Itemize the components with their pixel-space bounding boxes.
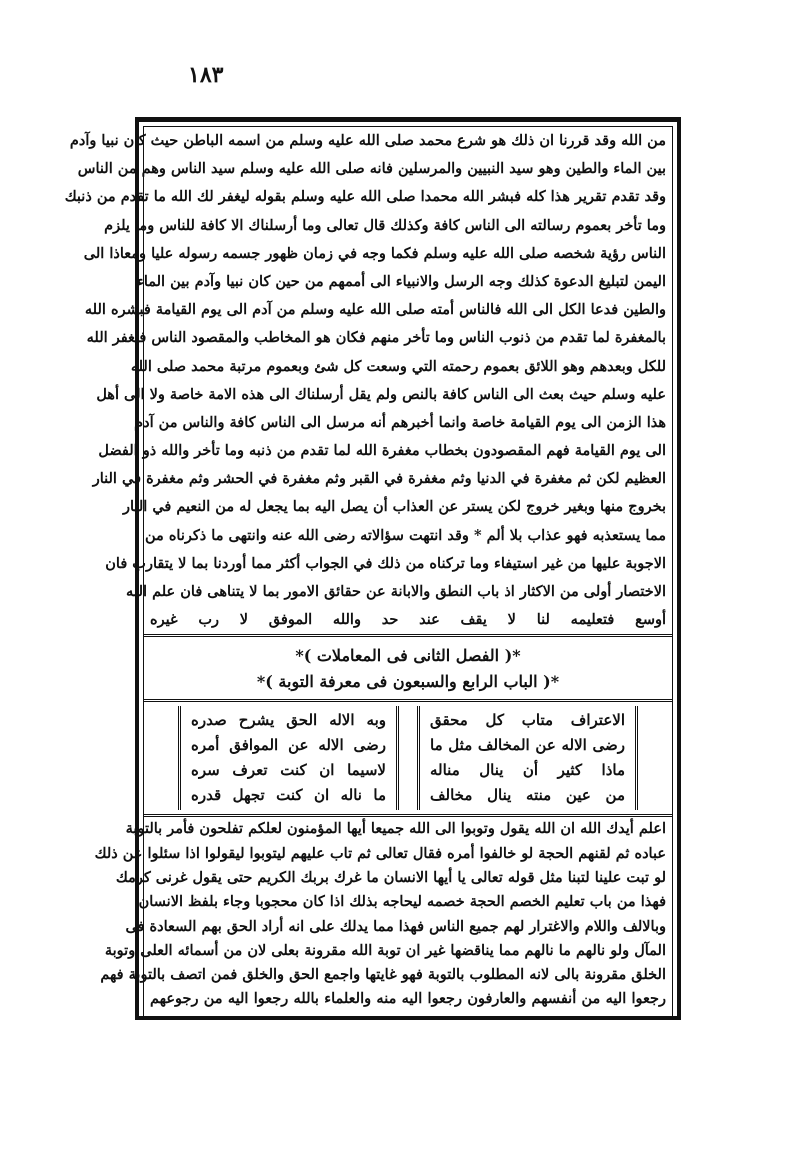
text-line: عباده ثم لقنهم الحجة لو خالفوا أمره فقال تعالى ثم تاب عليهم ليتوبوا ليقولوا اذا سئلوا عن ذلك [94,844,666,862]
text-line: الاعتراف متاب كل محقق [430,711,625,730]
text-line: رجعوا اليه من أنفسهم والعارفون رجعوا اليه منه والعلماء بالله رجعوا اليه من رجوعهم [150,990,666,1008]
text-line: لاسيما ان كنت تعرف سره [191,761,386,780]
text-line: الاختصار أولى من الاكثار اذ باب النطق والابانة عن حقائق الامور بما لا يتناهى فان علم الله [126,583,666,600]
text-line: عليه وسلم حيث بعث الى الناس كافة بالنص ولم يقل أرسلناك الى هذه الامة خاصة ولا الى أهل [96,385,666,403]
section-heading: *( الفصل الثانى فى المعاملات )* [295,646,521,666]
page-frame [64,117,681,1020]
text-line: الاجوبة عليها من غير استيفاء وما تركناه من ذلك في الجواب أكثر مما أوردنا بما لا يتقارب فان [105,554,666,572]
poem-left-column [178,706,399,810]
text-line: الخلق مقرونة بالى لانه المطلوب بالتوبة فهو غايتها واجمع الحق والخلق فمن اتصف بالتوبة فهم [100,966,666,984]
text-line: وبه الاله الحق يشرح صدره [191,711,386,730]
text-line: وبالالف واللام والاغترار لهم جميع الناس فهذا مما يدلك على انه أراد الحق بهم السعادة فى [125,917,666,935]
text-line: فهذا من باب تعليم الخصم الحجة خصمه ليحاجه بذلك اذا كان محجوبا وجاء بلفظ الانسان [138,893,666,911]
text-line: لو تبت علينا لتبنا مثل قوله تعالى يا أيها الانسان ما غرك بربك الكريم حتى يقول غرنى كرمك [115,868,666,886]
page-frame-inner [64,126,673,1016]
text-line: اليمن لتبليغ الدعوة كذلك وجه الرسل والانبياء الى أممهم من حين كان نبيا وآدم بين الماء [137,272,666,290]
text-line: من الله وقد قررنا ان ذلك هو شرع محمد صلى الله عليه وسلم من اسمه الباطن حيث كان نبيا وآدم [69,132,666,149]
page-number: ١٨٣ [188,62,224,88]
text-line: وما تأخر بعموم رسالته الى الناس كافة وكذلك قال تعالى وما أرسلناك الا كافة للناس وما يلزم [104,216,666,234]
text-line: ماذا كثير أن ينال مناله [430,761,625,780]
text-line: أوسع فتعليمه لنا لا يقف عند حد والله الموفق لا رب غيره [150,611,666,629]
text-line: العظيم لكن ثم مغفرة في الدنيا وثم مغفرة في القبر وثم مغفرة في الحشر وثم مغفرة في النار [92,470,666,488]
text-line: اعلم أيدك الله ان الله يقول وتوبوا الى الله جميعا أيها المؤمنون لعلكم تفلحون فأمر بالتوبة [125,820,666,838]
text-line: للكل وبعدهم وهو اللائق بعموم رحمته التي وسعت كل شئ وبعموم مرتبة محمد صلى الله [130,357,666,375]
text-line: مما يستعذبه فهو عذاب بلا ألم * وقد انتهت سؤالاته رضى الله عنه وانتهى ما ذكرناه من [144,526,666,544]
text-line: من عين منته ينال مخالف [430,786,625,805]
headings [144,637,672,699]
poem-right-column [417,706,638,810]
text-line: الناس رؤية شخصه صلى الله عليه وسلم فكما وجه في زمان ظهور جسمه رسوله عليا ومعاذا الى [83,244,666,262]
text-line: رضى الاله عن المخالف مثل ما [430,736,625,755]
text-line: وقد تقدم تقرير هذا كله فبشر الله محمدا صلى الله عليه وسلم بقوله ليغفر لك الله ما تقدم من ذنبك [64,188,666,206]
chapter-heading: *( الباب الرابع والسبعون فى معرفة التوبة )* [256,672,560,692]
text-line: رضى الاله عن الموافق أمره [191,736,386,755]
text-line: الى يوم القيامة فهم المقصودون بخطاب مغفرة الله لما تقدم من ذنبه وما تأخر والله ذو الفضل [98,442,666,460]
text-line: بين الماء والطين وهو سيد النبيين والمرسلين فانه صلى الله عليه وسلم سيد الناس وهم من الناس [77,160,666,178]
text-line: هذا الزمن الى يوم القيامة خاصة وانما أخبرهم أنه مرسل الى الناس كافة والناس من آدم [134,413,666,431]
text-line: بالمغفرة لما تقدم من ذنوب الناس وما تأخر منهم فكان هو المخاطب والمقصود الناس فيغفر الله [86,329,666,347]
text-line: ما ناله ان كنت تجهل قدره [191,786,386,805]
chapter-text [94,817,672,1011]
main-text [64,127,672,634]
text-line: المآل ولو نالهم ما نالهم مما يناقضها غير ان توبة الله مقرونة بعلى لان من أسمائه العلى وتوبة [104,941,666,959]
poem [144,702,672,814]
text-line: بخروج منها وبغير خروج لكن يستر عن العذاب أن يصل اليه بما يجعل له من النعيم في النار [123,498,666,516]
text-line: والطين فدعا الكل الى الله فالناس أمته صلى الله عليه وسلم من آدم الى يوم القيامة فبشره الله [84,301,666,319]
